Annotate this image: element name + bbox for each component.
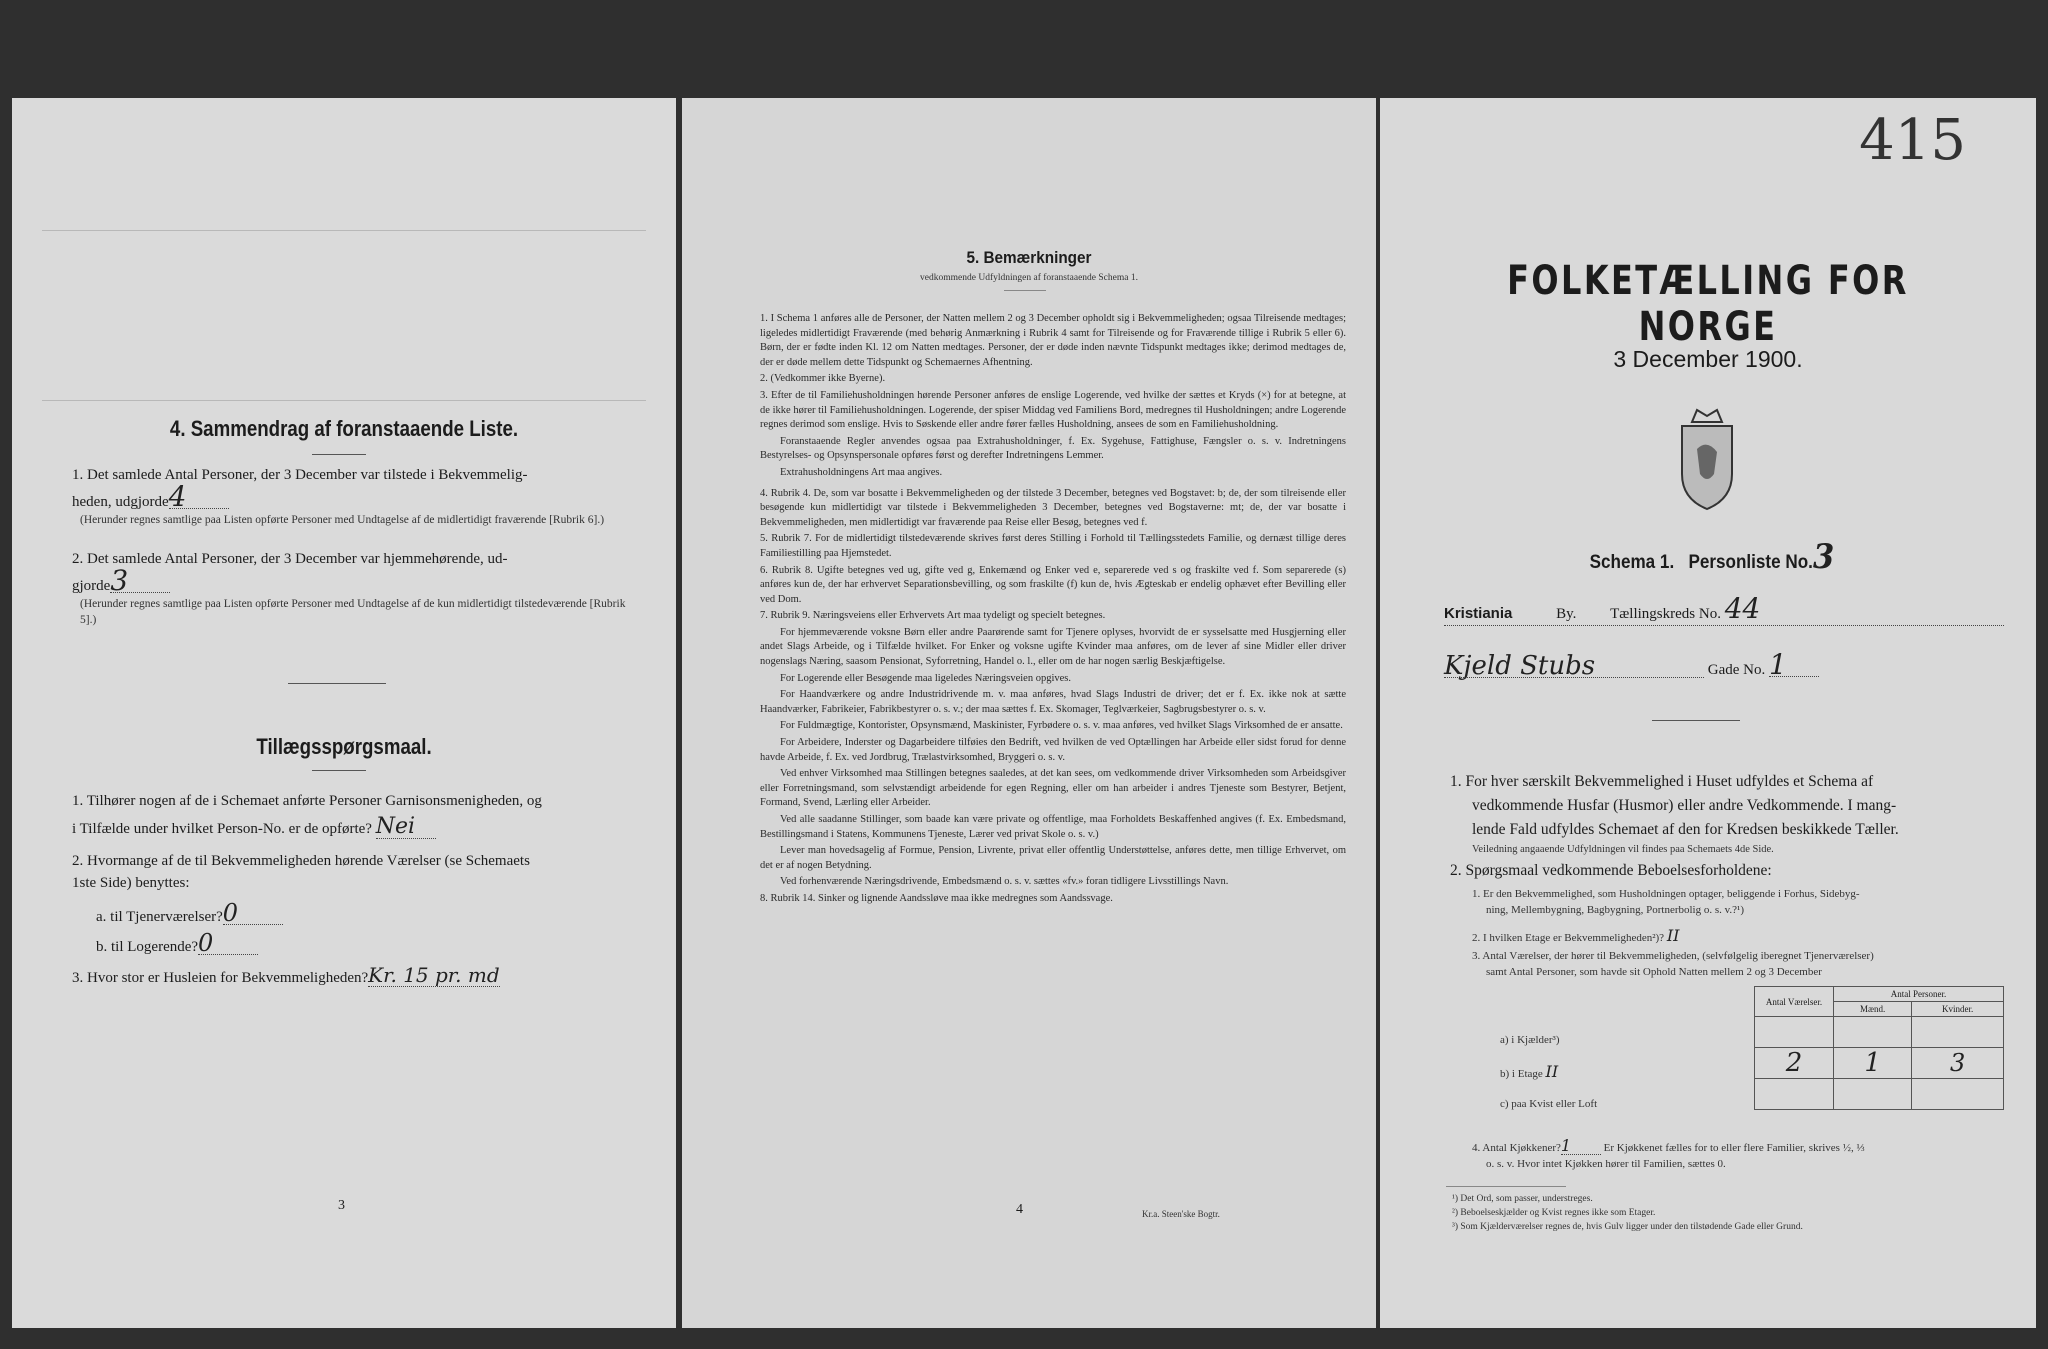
row-a-label: a) i Kjælder³) <box>1500 1034 1560 1046</box>
header-rooms: Antal Værelser. <box>1755 987 1834 1017</box>
rule <box>312 454 366 455</box>
remark: For hjemmeværende voksne Børn eller andre Paarørende samt for Tjenere oplyses, hvorvidt de er sysselsatte med Husgjerning eller andet Slags Arbeide, og i Tilfælde hvilket. For Enker og voksne ugifte Kvinder maa anføres, om de lever af sine Midler eller driver nogenslags Næring, saasom Pensionat, Syforretning, Handel o. l., eller om de har nogen særlig Beskjæftigelse. <box>760 626 1346 668</box>
footnote-2: ²) Beboelseskjælder og Kvist regnes ikke som Etager. <box>1452 1208 1656 1218</box>
instr-2-1 <box>1472 886 2012 918</box>
instr-2-1-text-b: ning, Mellembygning, Bagbygning, Portnerbolig o. s. v.?¹) <box>1486 904 1745 916</box>
divider <box>42 230 646 231</box>
instr-1-text: 1. For hver særskilt Bekvemmelighed i Huset udfyldes et Schema af <box>1450 773 1874 790</box>
row-b-text: b) i Etage <box>1500 1068 1543 1080</box>
remark: For Haandværkere og andre Industridrivende m. v. maa anføres, hvad Slags Industri de driver; det er f. Ex. ikke nok at sætte Haandværker, Fabrikeier, Fabrikbestyrer o. s. v.; der maa sættes f. Ex. Skomager, Teglværkeier, Sagbrugsbestyrer o. s. v. <box>760 689 1346 715</box>
page-4 <box>682 98 1376 1328</box>
s2b <box>96 929 258 958</box>
footnote-1: ¹) Det Ord, som passer, understreges. <box>1452 1194 1593 1204</box>
schema-line <box>1589 537 1835 577</box>
s2 <box>72 850 662 894</box>
printer-mark: Kr.a. Steen'ske Bogtr. <box>1142 1209 1220 1219</box>
q1-text: 1. Det samlede Antal Personer, der 3 December var tilstede i Bekvemmelig- <box>72 467 528 483</box>
rule <box>288 683 386 684</box>
instr-2-2 <box>1472 928 1679 946</box>
cell <box>1834 1079 1912 1110</box>
instr-2-1-text: 1. Er den Bekvemmelighed, som Husholdningen optager, beliggende i Forhus, Sidebyg- <box>1472 888 1860 900</box>
supplementary-title: Tillægsspørgsmaal. <box>256 734 432 759</box>
footnote-3: ³) Som Kjælderværelser regnes de, hvis Gulv ligger under den tilstødende Gade eller Grund. <box>1452 1222 1803 1232</box>
personliste-label: Personliste No. <box>1688 552 1813 573</box>
page-number: 3 <box>338 1198 345 1213</box>
remark: For Logerende eller Besøgende maa ligeledes Næringsveien opgives. <box>780 672 1071 684</box>
q1 <box>72 464 652 513</box>
s3 <box>72 964 672 989</box>
instr-2-4-text-c: o. s. v. Hvor intet Kjøkken hører til Familien, sættes 0. <box>1486 1158 1726 1170</box>
header-men: Mænd. <box>1834 1002 1912 1017</box>
cell-women: 3 <box>1912 1048 2004 1079</box>
q2-note: (Herunder regnes samtlige paa Listen opførte Personer med Undtagelse af de kun midlertidigt tilstedeværende [Rubrik 5].) <box>80 598 626 626</box>
floor-value: II <box>1666 926 1680 945</box>
remark: Extrahusholdningens Art maa angives. <box>780 466 943 478</box>
row-b-floor: II <box>1545 1062 1559 1081</box>
by-label: By. <box>1556 606 1577 622</box>
summary-title: 4. Sammendrag af foranstaaende Liste. <box>169 416 519 441</box>
cell <box>1912 1017 2004 1048</box>
s3-text: 3. Hvor stor er Husleien for Bekvemmeligheden? <box>72 970 369 986</box>
rule <box>312 770 366 771</box>
instr-2-4-text: 4. Antal Kjøkkener? <box>1472 1142 1561 1154</box>
census-title: FOLKETÆLLING FOR NORGE <box>1507 258 1909 350</box>
schema-label: Schema 1. <box>1589 552 1675 573</box>
rooms-table <box>1754 986 2004 1110</box>
remark: For Arbeidere, Inderster og Dagarbeidere tilføies den Bedrift, ved hvilken de ved Optællingen har Arbeide eller sidst forud for denne havde Arbeide, f. Ex. ved Jordbrug, Trælastvirksomhed, Bryggeri o. s. v. <box>760 737 1346 763</box>
instr-1 <box>1450 770 2010 842</box>
cell <box>1834 1017 1912 1048</box>
header-women: Kvinder. <box>1912 1002 2004 1017</box>
s2b-label: b. til Logerende? <box>96 939 199 955</box>
divider <box>42 400 646 401</box>
kreds-label: Tællingskreds No. <box>1610 606 1721 622</box>
remark: 1. I Schema 1 anføres alle de Personer, der Natten mellem 2 og 3 December opholdt sig i Bekvemmeligheden; ogsaa Tilreisende medtages; ligeledes midlertidigt Fraværende (med behørig Anmærkning i Rubrik 4 samt for Tilreisende og for Fraværende tillige i Rubrik 5 eller 6). Børn, der er fødte inden Kl. 12 om Natten medtages. Personer, der er døde inden nævnte Tidspunkt medtages ikke; derimod medtages de, der er døde mellem dette Tidspunkt og Schemaernes Afhentning. <box>760 313 1346 368</box>
row-b-label <box>1500 1064 1558 1082</box>
remarks-list <box>760 312 1346 909</box>
remark: 6. Rubrik 8. Ugifte betegnes ved ug, gifte ved g, Enkemænd og Enker ved e, separerede ved s og fraskilte ved f. Som separerede (s) anføres kun de, der har erhvervet Separationsbevilling, og som fraskilte (f) kun de, hvis Ægteskab er endelig ophævet efter Bevilling eller ved Dom. <box>760 564 1346 605</box>
city: Kristiania <box>1444 605 1513 622</box>
instr-1-text-c: lende Fald udfyldes Schemaet af den for Kredsen beskikkede Tæller. <box>1472 821 1899 838</box>
remark: 5. Rubrik 7. For de midlertidigt tilstedeværende skrives først deres Stilling i Forhold til Tællingsstedets Familie, og dernæst tillige deres Familiestilling paa Hjemstedet. <box>760 533 1346 559</box>
q1-note: (Herunder regnes samtlige paa Listen opførte Personer med Undtagelse af de midlertidigt fraværende [Rubrik 6].) <box>80 514 605 526</box>
remark: 7. Rubrik 9. Næringsveiens eller Erhvervets Art maa tydeligt og specielt betegnes. <box>760 610 1106 622</box>
q1-value: 4 <box>169 486 229 509</box>
remark: Ved enhver Virksomhed maa Stillingen betegnes saaledes, at det kan sees, om vedkommende driver Virksomheden som Arbeidsgiver eller Forretningsmand, som selvstændigt arbeidende for egen Regning, eller om han arbeider i andres Tjeneste som Bestyrer, Betjent, Formand, Svend, Lærling eller Arbeider. <box>760 768 1346 809</box>
q2-value: 3 <box>110 570 170 593</box>
instr-2-3-text-b: samt Antal Personer, som havde sit Ophold Natten mellem 2 og 3 December <box>1486 966 1822 978</box>
row-c-label: c) paa Kvist eller Loft <box>1500 1098 1598 1110</box>
remarks-subtitle: vedkommende Udfyldningen af foranstaaende Schema 1. <box>920 273 1138 283</box>
remarks-title: 5. Bemærkninger <box>966 248 1092 267</box>
s2a <box>96 899 283 928</box>
kitchens-value: 1 <box>1561 1138 1601 1155</box>
rule <box>1652 720 1740 721</box>
s1 <box>72 790 662 840</box>
kreds-value: 44 <box>1724 592 1761 625</box>
s2a-value: 0 <box>223 902 283 925</box>
page-3 <box>12 98 676 1328</box>
header-persons: Antal Personer. <box>1834 987 2004 1002</box>
gade-label: Gade No. <box>1707 662 1766 678</box>
s2b-value: 0 <box>198 932 258 955</box>
instr-2-3 <box>1472 948 2012 980</box>
s2-text-b: 1ste Side) benyttes: <box>72 875 190 891</box>
street-line <box>1444 648 2004 681</box>
rule <box>1004 290 1046 291</box>
personliste-value: 3 <box>1812 537 1835 577</box>
s1-text-b: i Tilfælde under hvilket Person-No. er de opførte? <box>72 821 372 837</box>
instr-1-note: Veiledning angaaende Udfyldningen vil findes paa Schemaets 4de Side. <box>1472 844 1774 855</box>
remark: Ved alle saadanne Stillinger, som baade kan være private og offentlige, maa Forholdets Beskaffenhed angives (f. Ex. Embedsmand, Bestillingsmand i Statens, Kommunens Tjeneste, Lærer ved privat Skole o. s. v.) <box>760 814 1346 840</box>
remark: Lever man hovedsagelig af Formue, Pension, Livrente, privat eller offentlig Understøttelse, anføres dette, men tillige Erhvervet, om det er af nogen Betydning. <box>760 845 1346 871</box>
remark: For Fuldmægtige, Kontorister, Opsynsmænd, Maskinister, Fyrbødere o. s. v. maa anføres, ved hvilket Slags Virksomhed de er ansatte. <box>780 720 1343 732</box>
s2a-label: a. til Tjenerværelser? <box>96 909 223 925</box>
corner-number: 415 <box>1859 108 1966 173</box>
q1-text-b: heden, udgjorde <box>72 494 169 510</box>
cell <box>1755 1017 1834 1048</box>
cell-men: 1 <box>1834 1048 1912 1079</box>
cell-rooms: 2 <box>1755 1048 1834 1079</box>
street-value: Kjeld Stubs <box>1444 655 1704 678</box>
remark: Foranstaaende Regler anvendes ogsaa paa Extrahusholdninger, f. Ex. Sygehuse, Fattighuse, Fængsler o. s. v. Indretningens Bestyrelses- og Opsynspersonale opføres først og derefter Indretningens Lemmer. <box>760 435 1346 462</box>
s1-value: Nei <box>376 816 436 839</box>
instr-2-4 <box>1472 1138 2022 1172</box>
remark: 2. (Vedkommer ikke Byerne). <box>760 373 886 385</box>
remark: 3. Efter de til Familiehusholdningen hørende Personer anføres de enslige Logerende, ved hvilke der sættes et Kryds (×) for at betegne, at de ikke hører til Familiehusholdningen. Logerende, der spiser Middag ved Familiens Bord, medregnes til Husholdningen; andre Logerende regnes derimod som enslige. Hvis to Søskende eller andre fører fælles Husholdning, ansees de som en Familiehusholdning. <box>760 389 1346 431</box>
instr-2-2-text: 2. I hvilken Etage er Bekvemmeligheden²)? <box>1472 932 1665 944</box>
instr-2-4-text-b: Er Kjøkkenet fælles for to eller flere Familier, skrives ½, ⅓ <box>1603 1142 1865 1154</box>
s1-text: 1. Tilhører nogen af de i Schemaet anførte Personer Garnisonsmenigheden, og <box>72 793 542 809</box>
rule <box>1446 1186 1566 1187</box>
page-1 <box>1380 98 2036 1328</box>
s2-text: 2. Hvormange af de til Bekvemmeligheden hørende Værelser (se Schemaets <box>72 853 530 869</box>
instr-2-3-text: 3. Antal Værelser, der hører til Bekvemmeligheden, (selvfølgelig iberegnet Tjenerværelser) <box>1472 950 1874 962</box>
q2-text: 2. Det samlede Antal Personer, der 3 December var hjemmehørende, ud- <box>72 551 508 567</box>
remark: 8. Rubrik 14. Sinker og lignende Aandssløve maa ikke medregnes som Aandssvage. <box>760 892 1113 904</box>
coat-of-arms-icon <box>1662 404 1752 514</box>
page-number: 4 <box>1016 1202 1023 1217</box>
footnotes <box>1452 1192 1803 1234</box>
city-line <box>1444 592 2004 626</box>
s3-value: Kr. 15 pr. md <box>368 963 500 987</box>
remark: 4. Rubrik 4. De, som var bosatte i Bekvemmeligheden og der tilstede 3 December, betegnes ved Bogstavet: b; de, der som tilreisende eller besøgende kun midlertidigt var tilstede i Bekvemmeligheden 3 December, betegnes ved Bogstaverne: mt; de, der var bosatte i Bekvemmeligheden, men midlertidigt var fraværende paa Reise eller Besøg, betegnes ved f. <box>760 487 1346 528</box>
cell <box>1912 1079 2004 1110</box>
gade-value: 1 <box>1769 654 1819 677</box>
census-date: 3 December 1900. <box>1613 346 1803 372</box>
remark: Ved forhenværende Næringsdrivende, Embedsmænd o. s. v. sættes «fv.» foran tidligere Livsstillings Navn. <box>780 876 1229 888</box>
q2 <box>72 548 652 597</box>
q2-text-b: gjorde <box>72 578 111 594</box>
instr-2: 2. Spørgsmaal vedkommende Beboelsesforholdene: <box>1450 862 1772 879</box>
cell <box>1755 1079 1834 1110</box>
instr-1-text-b: vedkommende Husfar (Husmor) eller andre Vedkommende. I mang- <box>1472 797 1897 814</box>
